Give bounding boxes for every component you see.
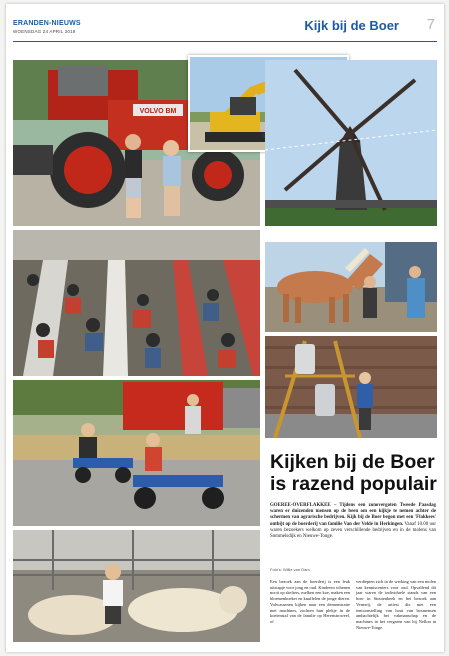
issue-date: WOENSDAG 24 APRIL 2019 <box>13 29 76 34</box>
photo-calves <box>13 530 260 642</box>
article-lead <box>270 503 436 540</box>
headline-line-1: Kijken bij de Boer <box>270 451 435 473</box>
article-body-column-2: verdiepten zich in de werking van een molen van kenniscenters voor oud. Opvallend dit jaar waren de individuele stands van een boer in Stoutenbeek en het bezoek aan Vermeij, de artiest die met een tentoonstelling van hout van bosmensen ambachtelijk het vakmanschap en de machines in het vergaren van bij Nellon in Nieuwe-Tonge. <box>356 579 436 630</box>
headline-line-2: is razend populair <box>270 473 437 495</box>
paper-name: ERANDEN-NIEUWS <box>13 20 81 27</box>
page-number: 7 <box>426 16 435 33</box>
photo-breakfast-crowd <box>13 230 260 376</box>
masthead-rule <box>13 41 437 42</box>
article-lead-rest: Vanaf 10.00 uur waren bezoekers welkom op zeven verschillende bedrijven en in de molens van Sommelsdijk en Nieuwe-Tonge. <box>270 521 437 540</box>
photo-credit: Foto's: Willie van Dam <box>270 567 310 572</box>
article-body-column-1: Een bezoek aan de boerderij is een leuk uitstapje voor jong en oud. Kinderen schenen nooit op skelters, melken een koe, maken een bloemenboeket en knuffelen de jonge dieren. Volwassenen kijken naar een demonstratie met machines, zochten hun plekje in de koeienstal van de familie op Herenstroweel, of <box>270 579 350 624</box>
masthead <box>13 16 437 40</box>
photo-gokarts <box>13 380 260 526</box>
photo-windmill <box>265 60 437 226</box>
photo-milk-churns <box>265 336 437 438</box>
photo-horse <box>265 242 437 332</box>
headline <box>270 451 442 495</box>
newspaper-page <box>6 4 444 652</box>
tractor-brand-sign: VOLVO BM <box>139 108 177 115</box>
section-title: Kijk bij de Boer <box>304 18 399 33</box>
article-lead-bold: GOEREE-OVERFLAKKEE – Tijdens een zonovergoten Tweede Paasdag waren er duizenden mensen op de been om een kijkje te nemen achter de schermen van agrarische bedrijven. Kijk bij de Boer begon met een 'Flakkees' ontbijt op de boerderij van familie Van der Velde in Herkingen. <box>270 503 436 527</box>
